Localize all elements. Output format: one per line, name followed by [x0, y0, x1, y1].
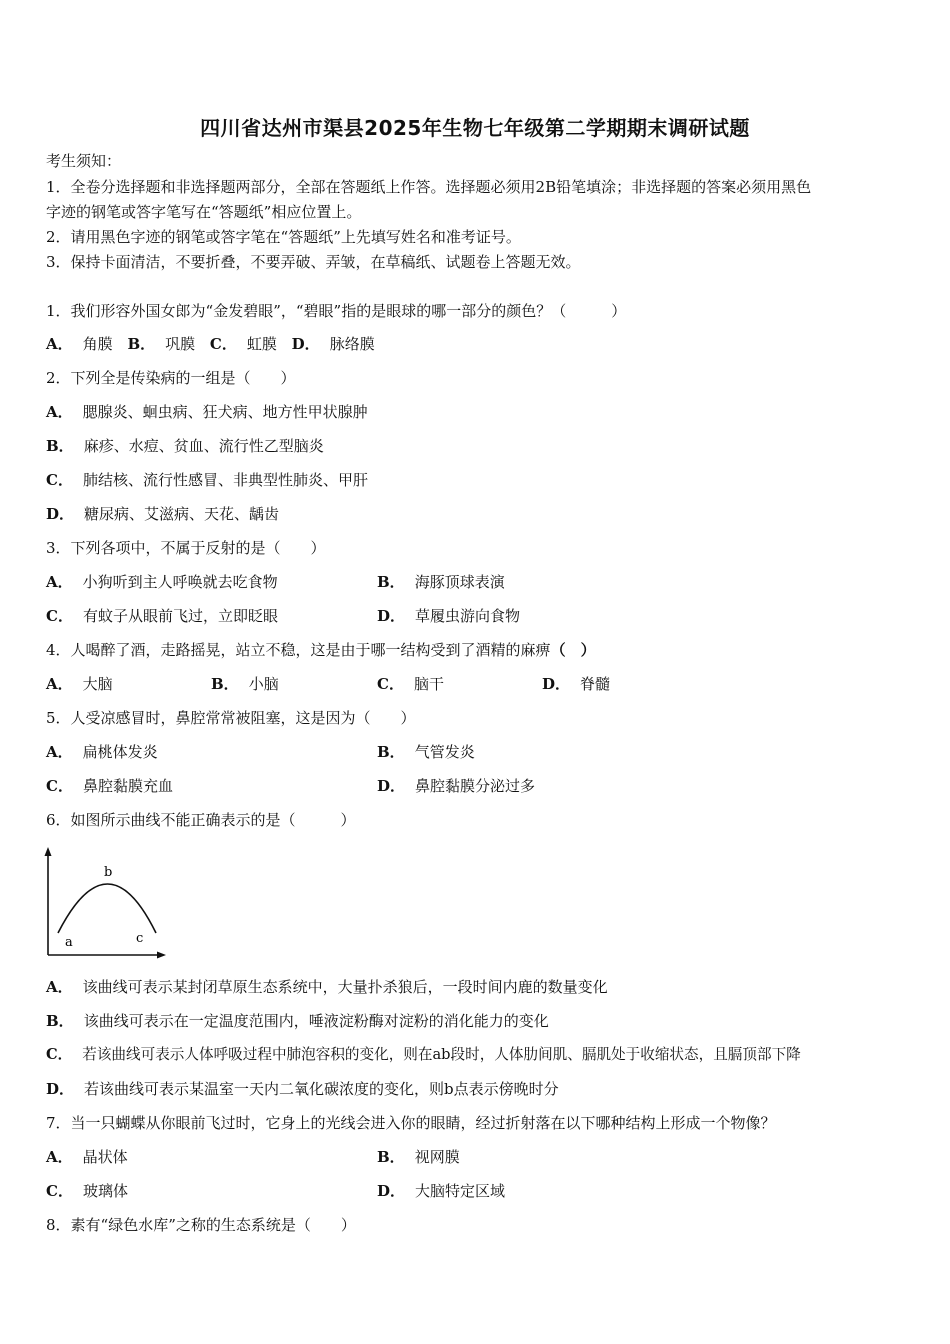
notice-item: 字迹的钢笔或答字笔写在“答题纸”相应位置上。 [46, 203, 362, 221]
option-key: D． [46, 505, 75, 523]
option-key: C． [46, 471, 73, 489]
option-text: 该曲线可表示在一定温度范围内，唾液淀粉酶对淀粉的消化能力的变化 [83, 1012, 549, 1030]
curve-graph [38, 845, 170, 963]
question-3-option-a [46, 572, 278, 592]
option-text: 腮腺炎、蛔虫病、狂犬病、地方性甲状腺肿 [82, 403, 368, 421]
question-5-option-a [46, 742, 158, 762]
option-key: B． [211, 675, 239, 693]
question-1-option-c: 虹膜 [246, 335, 277, 353]
question-3-stem: 3．下列各项中，不属于反射的是（ ） [46, 539, 326, 557]
question-4-text: 4．人喝醉了酒，走路摇晃，站立不稳，这是由于哪一结构受到了酒精的麻痹 [46, 641, 551, 659]
option-text: 草履虫游向食物 [415, 607, 521, 625]
option-key: B． [127, 335, 156, 353]
question-6-option-b [46, 1011, 549, 1031]
question-5-stem: 5．人受凉感冒时，鼻腔常常被阻塞，这是因为（ ） [46, 709, 416, 727]
question-4-stem [46, 640, 596, 660]
option-text: 若该曲线可表示人体呼吸过程中肺泡容积的变化，则在ab段时，人体肋间肌、膈肌处于收缩状态，且膈顶部下降 [82, 1046, 801, 1063]
option-key: A． [46, 675, 73, 693]
option-key: B． [377, 743, 405, 761]
question-1-option-a: 角膜 [82, 335, 113, 353]
option-key: B． [46, 437, 74, 455]
question-4-option-d [542, 674, 610, 694]
question-4-option-a [46, 674, 113, 694]
option-key: D． [291, 335, 320, 353]
question-2-option-d [46, 504, 279, 524]
option-key: D． [542, 675, 571, 693]
option-key: B． [377, 1148, 405, 1166]
option-key: C． [46, 777, 73, 795]
option-text: 玻璃体 [82, 1182, 128, 1200]
question-2-option-c [46, 470, 368, 490]
option-text: 该曲线可表示某封闭草原生态系统中，大量扑杀狼后，一段时间内鹿的数量变化 [82, 978, 608, 996]
option-key: C． [209, 335, 237, 353]
question-6-option-c [46, 1045, 801, 1065]
notice-item: 2．请用黑色字迹的钢笔或答字笔在“答题纸”上先填写姓名和准考证号。 [46, 228, 521, 246]
question-7-option-c [46, 1181, 128, 1201]
question-6-stem: 6．如图所示曲线不能正确表示的是（ ） [46, 811, 356, 829]
option-text: 糖尿病、艾滋病、天花、龋齿 [84, 505, 280, 523]
option-text: 视网膜 [414, 1148, 460, 1166]
option-text: 小狗听到主人呼唤就去吃食物 [82, 573, 278, 591]
option-text: 若该曲线可表示某温室一天内二氧化碳浓度的变化，则b点表示傍晚时分 [84, 1080, 559, 1098]
option-key: A． [46, 743, 73, 761]
question-6-option-a [46, 977, 608, 997]
option-key: A． [46, 1148, 73, 1166]
notice-item: 3．保持卡面清洁，不要折叠，不要弄破、弄皱，在草稿纸、试题卷上答题无效。 [46, 253, 581, 271]
question-1-stem: 1．我们形容外国女郎为“金发碧眼”，“碧眼”指的是眼球的哪一部分的颜色？（ ） [46, 302, 627, 320]
question-6-option-d [46, 1079, 559, 1099]
point-c-label: c [136, 931, 144, 946]
notice-item: 1．全卷分选择题和非选择题两部分，全部在答题纸上作答。选择题必须用2B铅笔填涂；非选择题的答案必须用黑色 [46, 178, 812, 196]
option-key: D． [46, 1080, 75, 1098]
option-text: 海豚顶球表演 [414, 573, 505, 591]
option-key: D． [377, 777, 406, 795]
option-text: 气管发炎 [414, 743, 475, 761]
question-2-stem: 2．下列全是传染病的一组是（ ） [46, 369, 296, 387]
question-1-options [46, 334, 375, 354]
question-8-stem: 8．素有“绿色水库”之称的生态系统是（ ） [46, 1216, 356, 1234]
question-4-option-c [377, 674, 444, 694]
x-axis-arrow [157, 952, 166, 959]
option-key: C． [46, 1182, 73, 1200]
option-text: 鼻腔黏膜分泌过多 [415, 777, 536, 795]
option-key: B． [46, 1012, 74, 1030]
option-text: 麻疹、水痘、贫血、流行性乙型脑炎 [83, 437, 324, 455]
option-key: A． [46, 573, 73, 591]
option-key: C． [377, 675, 404, 693]
option-key: A． [46, 403, 73, 421]
question-5-option-b [377, 742, 475, 762]
option-text: 大脑特定区域 [415, 1182, 506, 1200]
option-text: 有蚊子从眼前飞过，立即眨眼 [82, 607, 278, 625]
point-b-label: b [104, 865, 113, 880]
option-key: A． [46, 335, 73, 353]
option-text: 肺结核、流行性感冒、非典型性肺炎、甲肝 [82, 471, 368, 489]
option-key: A． [46, 978, 73, 996]
option-text: 晶状体 [82, 1148, 128, 1166]
question-1-option-d: 脉络膜 [329, 335, 375, 353]
question-7-stem: 7．当一只蝴蝶从你眼前飞过时，它身上的光线会进入你的眼睛，经过折射落在以下哪种结构上形成一个物像？ [46, 1114, 776, 1132]
option-key: D． [377, 1182, 406, 1200]
question-5-option-d [377, 776, 535, 796]
question-3-option-c [46, 606, 278, 626]
option-key: B． [377, 573, 405, 591]
question-4-option-b [211, 674, 279, 694]
question-7-option-b [377, 1147, 460, 1167]
option-text: 扁桃体发炎 [82, 743, 158, 761]
option-key: C． [46, 1046, 73, 1063]
question-3-option-d [377, 606, 520, 626]
option-text: 大脑 [82, 675, 113, 693]
question-1-option-b: 巩膜 [165, 335, 196, 353]
option-text: 小脑 [248, 675, 279, 693]
option-key: C． [46, 607, 73, 625]
question-5-option-c [46, 776, 173, 796]
option-text: 鼻腔黏膜充血 [82, 777, 173, 795]
page-title: 四川省达州市渠县2025年生物七年级第二学期期末调研试题 [200, 116, 750, 140]
option-key: D． [377, 607, 406, 625]
point-a-label: a [65, 935, 73, 950]
question-7-option-a [46, 1147, 128, 1167]
question-2-option-a [46, 402, 368, 422]
notice-heading: 考生须知： [46, 152, 122, 170]
answer-paren: （ ） [550, 641, 596, 659]
parabola-curve [58, 884, 156, 933]
question-7-option-d [377, 1181, 505, 1201]
question-2-option-b [46, 436, 324, 456]
y-axis-arrow [45, 847, 52, 856]
question-3-option-b [377, 572, 505, 592]
option-text: 脑干 [413, 675, 444, 693]
option-text: 脊髓 [580, 675, 611, 693]
